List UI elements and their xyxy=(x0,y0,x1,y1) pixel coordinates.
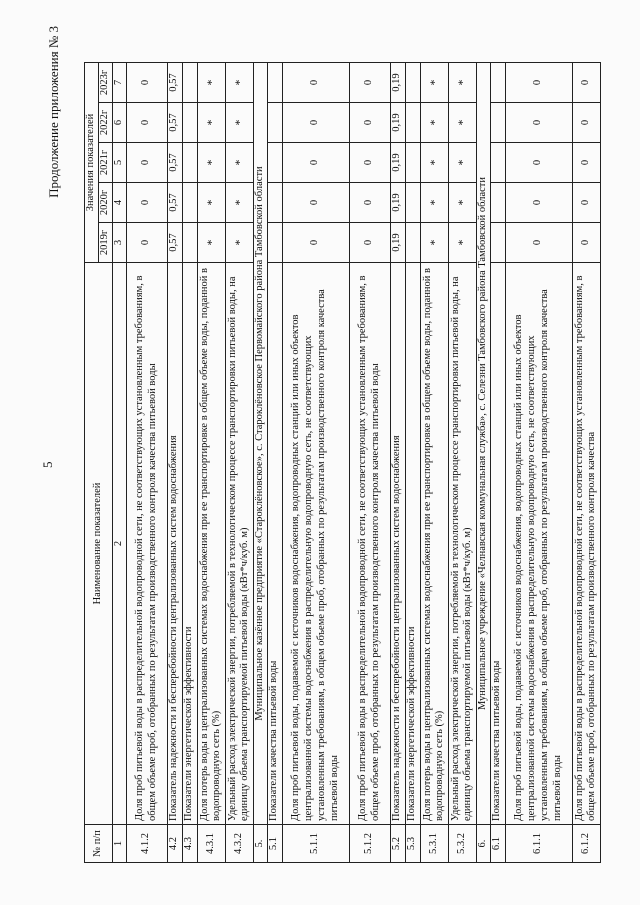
value-cell: 0,19 xyxy=(390,143,405,183)
section-title: Муниципальное учреждение «Челнавская коммунальная служба», с. Селезни Тамбовского района Тамбовской области xyxy=(476,63,490,825)
value-cell xyxy=(405,63,420,103)
value-cell xyxy=(490,223,505,263)
header-year: 2020г xyxy=(99,183,113,223)
value-cell: 0 xyxy=(282,183,349,223)
index-cell: 6 xyxy=(113,103,127,143)
value-cell: 0 xyxy=(282,143,349,183)
table-row xyxy=(420,63,448,863)
index-cell: 2 xyxy=(113,263,127,825)
value-cell: * xyxy=(420,63,448,103)
value-cell: 0 xyxy=(126,103,167,143)
table-row xyxy=(197,63,225,863)
row-number: 4.3.2 xyxy=(225,825,253,863)
value-cell: * xyxy=(197,63,225,103)
value-cell xyxy=(490,183,505,223)
row-number: 4.2 xyxy=(167,825,182,863)
value-cell: 0 xyxy=(126,63,167,103)
row-number: 4.1.2 xyxy=(126,825,167,863)
value-cell: * xyxy=(225,223,253,263)
value-cell xyxy=(405,143,420,183)
indicator-name: Доля проб питьевой воды в распределительной водопроводной сети, не соответствующих установленным требованиям, в общем объеме проб, отобранных по результатам производственного контроля качества xyxy=(572,263,600,825)
header-year: 2022г xyxy=(99,103,113,143)
value-cell: * xyxy=(448,183,476,223)
value-cell xyxy=(267,223,282,263)
indicator-name: Показатель надежности и бесперебойности централизованных систем водоснабжения xyxy=(390,263,405,825)
value-cell xyxy=(182,63,197,103)
value-cell xyxy=(405,223,420,263)
indicator-name: Показатель надежности и бесперебойности централизованных систем водоснабжения xyxy=(167,263,182,825)
value-cell xyxy=(267,63,282,103)
section-row xyxy=(253,63,267,863)
indicator-name: Удельный расход электрической энергии, потребляемой в технологическом процессе транспортировки питьевой воды, на единицу объема транспортируемой питьевой воды (кВт*ч/куб. м) xyxy=(448,263,476,825)
value-cell: 0 xyxy=(126,223,167,263)
row-number: 6.1.1 xyxy=(505,825,572,863)
row-number: 4.3 xyxy=(182,825,197,863)
header-num: № п/п xyxy=(85,825,113,863)
header-year: 2019г xyxy=(99,223,113,263)
value-cell xyxy=(267,143,282,183)
value-cell: 0 xyxy=(505,143,572,183)
value-cell xyxy=(490,143,505,183)
indicator-name: Показатели энергетической эффективности xyxy=(182,263,197,825)
indicator-name: Доля проб питьевой воды в распределительной водопроводной сети, не соответствующих установленным требованиям, в общем объеме проб, отобранных по результатам производственного контроля качества питьевой воды xyxy=(126,263,167,825)
continuation-note: Продолжение приложения № 3 xyxy=(46,26,61,198)
value-cell: 0,19 xyxy=(390,223,405,263)
value-cell: * xyxy=(197,143,225,183)
value-cell: 0 xyxy=(505,63,572,103)
table-row xyxy=(267,63,282,863)
table-row xyxy=(225,63,253,863)
value-cell: 0,57 xyxy=(167,183,182,223)
indicator-name: Доля проб питьевой воды, подаваемой с источников водоснабжения, водопроводных станций или иных объектов централизованной системы водоснабжения в распределительную водопроводную сеть, не соответствующих установленным требованиям, в общем объеме проб, отобранных по результатам производственного контроля качества питьевой воды xyxy=(505,263,572,825)
value-cell: * xyxy=(420,223,448,263)
value-cell: * xyxy=(225,103,253,143)
value-cell: 0 xyxy=(282,63,349,103)
indicator-name: Доля потерь воды в централизованных системах водоснабжения при ее транспортировке в общем объеме воды, поданной в водопроводную сеть (%) xyxy=(197,263,225,825)
section-title: Муниципальное казённое предприятие «Староклёновское», с. Староклёновское Первомайского района Тамбовской области xyxy=(253,63,267,825)
table-row xyxy=(405,63,420,863)
value-cell: * xyxy=(225,63,253,103)
row-number: 5.3.2 xyxy=(448,825,476,863)
indicator-name: Показатели качества питьевой воды xyxy=(490,263,505,825)
indicator-name: Показатели энергетической эффективности xyxy=(405,263,420,825)
table-row xyxy=(490,63,505,863)
table-row xyxy=(448,63,476,863)
header-year: 2021г xyxy=(99,143,113,183)
value-cell xyxy=(182,103,197,143)
header-year: 2023г xyxy=(99,63,113,103)
value-cell: 0 xyxy=(126,143,167,183)
value-cell: * xyxy=(448,223,476,263)
value-cell: * xyxy=(448,143,476,183)
value-cell: 0 xyxy=(126,183,167,223)
value-cell xyxy=(182,143,197,183)
value-cell: 0 xyxy=(349,63,390,103)
value-cell: 0,57 xyxy=(167,223,182,263)
table-row xyxy=(390,63,405,863)
table-row xyxy=(282,63,349,863)
table-row xyxy=(167,63,182,863)
indicator-name: Доля потерь воды в централизованных системах водоснабжения при ее транспортировке в общем объеме воды, поданной в водопроводную сеть (%) xyxy=(420,263,448,825)
row-number: 6. xyxy=(476,825,490,863)
value-cell: 0 xyxy=(282,223,349,263)
value-cell: * xyxy=(420,103,448,143)
value-cell: 0 xyxy=(349,183,390,223)
value-cell: 0 xyxy=(572,223,600,263)
index-cell: 4 xyxy=(113,183,127,223)
indicator-name: Показатели качества питьевой воды xyxy=(267,263,282,825)
value-cell xyxy=(490,103,505,143)
value-cell: * xyxy=(197,103,225,143)
indicator-name: Удельный расход электрической энергии, потребляемой в технологическом процессе транспортировки питьевой воды, на единицу объема транспортируемой питьевой воды (кВт*ч/куб. м) xyxy=(225,263,253,825)
value-cell: * xyxy=(225,143,253,183)
table-row xyxy=(182,63,197,863)
value-cell: * xyxy=(225,183,253,223)
value-cell: 0,19 xyxy=(390,103,405,143)
section-row xyxy=(476,63,490,863)
value-cell xyxy=(405,103,420,143)
value-cell: 0 xyxy=(505,103,572,143)
value-cell: 0 xyxy=(349,223,390,263)
value-cell: * xyxy=(197,223,225,263)
value-cell xyxy=(182,183,197,223)
value-cell: 0 xyxy=(572,143,600,183)
value-cell: * xyxy=(448,63,476,103)
table-row xyxy=(349,63,390,863)
value-cell: * xyxy=(420,183,448,223)
index-cell: 5 xyxy=(113,143,127,183)
value-cell: 0 xyxy=(349,103,390,143)
row-number: 4.3.1 xyxy=(197,825,225,863)
value-cell: 0 xyxy=(572,183,600,223)
value-cell xyxy=(267,103,282,143)
value-cell: 0 xyxy=(505,183,572,223)
row-number: 6.1.2 xyxy=(572,825,600,863)
table-row xyxy=(572,63,600,863)
value-cell: 0,57 xyxy=(167,143,182,183)
header-values: Значения показателей xyxy=(85,63,99,263)
index-cell: 3 xyxy=(113,223,127,263)
table-row xyxy=(126,63,167,863)
value-cell: 0,19 xyxy=(390,63,405,103)
value-cell: 0,19 xyxy=(390,183,405,223)
value-cell xyxy=(267,183,282,223)
indicators-table xyxy=(84,62,601,863)
value-cell: 0 xyxy=(349,143,390,183)
table-row xyxy=(505,63,572,863)
indicator-name: Доля проб питьевой воды, подаваемой с источников водоснабжения, водопроводных станций или иных объектов централизованной системы водоснабжения в распределительную водопроводную сеть, не соответствующих установленным требованиям, в общем объеме проб, отобранных по результатам производственного контроля качества питьевой воды xyxy=(282,263,349,825)
value-cell: * xyxy=(197,183,225,223)
value-cell: * xyxy=(448,103,476,143)
value-cell: 0 xyxy=(572,103,600,143)
value-cell xyxy=(182,223,197,263)
value-cell: 0 xyxy=(572,63,600,103)
value-cell: 0,57 xyxy=(167,63,182,103)
header-name: Наименование показателей xyxy=(85,263,113,825)
value-cell: * xyxy=(420,143,448,183)
indicator-name: Доля проб питьевой воды в распределительной водопроводной сети, не соответствующих установленным требованиям, в общем объеме проб, отобранных по результатам производственного контроля качества питьевой воды xyxy=(349,263,390,825)
row-number: 5.3 xyxy=(405,825,420,863)
value-cell xyxy=(490,63,505,103)
row-number: 5.2 xyxy=(390,825,405,863)
value-cell: 0,57 xyxy=(167,103,182,143)
row-number: 5.1.1 xyxy=(282,825,349,863)
row-number: 5.3.1 xyxy=(420,825,448,863)
value-cell: 0 xyxy=(505,223,572,263)
row-number: 5. xyxy=(253,825,267,863)
value-cell: 0 xyxy=(282,103,349,143)
row-number: 5.1 xyxy=(267,825,282,863)
row-number: 6.1 xyxy=(490,825,505,863)
index-cell: 1 xyxy=(113,825,127,863)
index-cell: 7 xyxy=(113,63,127,103)
page-number: 5 xyxy=(40,461,55,468)
table-body xyxy=(126,63,600,863)
value-cell xyxy=(405,183,420,223)
row-number: 5.1.2 xyxy=(349,825,390,863)
